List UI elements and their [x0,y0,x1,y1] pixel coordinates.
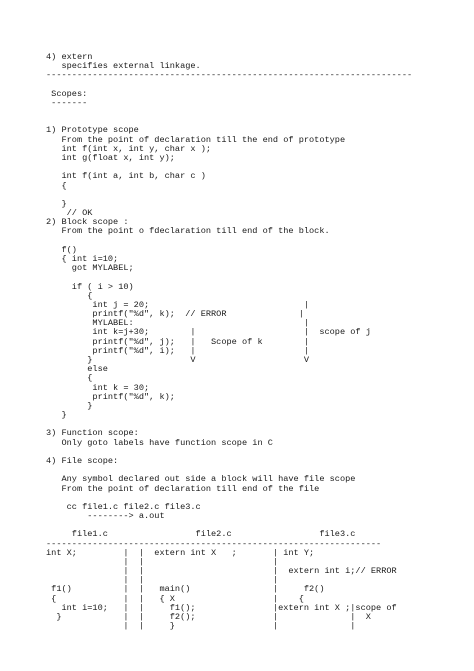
code-line: specifies external linkage. [46,61,201,72]
code-line: MYLABEL: | [46,318,310,329]
code-line: | | | [46,575,279,586]
code-line: | | | [46,556,279,567]
code-line: From the point of declaration till end of the file [46,483,320,494]
code-line: { [46,373,93,384]
code-line: ------- [46,97,88,108]
code-line: --------> a.out [46,511,165,521]
code-line: } [46,410,67,420]
code-line: 2) Block scope : [46,217,129,228]
code-line: From the point o fdeclaration till end of the block. [46,226,330,237]
code-line: 4) File scope: [46,455,119,466]
code-line: f1() | | main() | f2() [46,584,325,595]
code-line: int k=j+30; | | scope of j [46,327,371,338]
code-line: printf("%d", k); // ERROR | [46,309,304,319]
code-line: cc file1.c file2.c file3.c [46,501,201,512]
code-line: Any symbol declared out side a block will have file scope [46,474,356,485]
code-line: got MYLABEL; [46,263,134,274]
code-line: } [46,400,93,411]
code-line: } V V [46,354,310,365]
code-line: | | } | | [46,621,356,632]
code-line: { int i=10; [46,254,119,264]
code-line: } | | f2(); | | X [46,612,371,622]
code-line: int i=10; | | f1(); |extern int X ;|scope of [46,602,397,613]
code-line: 3) Function scope: [46,428,139,439]
code-line: | | | extern int i;// ERROR [46,566,397,577]
code-line: f() [46,244,77,255]
code-line: 4) extern [46,52,93,62]
code-line: printf("%d", i); | | [46,345,310,356]
code-line: { | | { X | { [46,593,304,604]
code-line: { [46,180,67,191]
code-line: int f(int x, int y, char x ); [46,143,212,154]
code-line: printf("%d", k); [46,391,175,402]
code-line: int f(int a, int b, char c ) [46,171,206,182]
code-line: int j = 20; | [46,299,310,310]
code-line: { [46,290,93,301]
code-line: Only goto labels have function scope in C [46,437,273,448]
code-line: // OK [46,208,93,219]
code-line: int X; | | extern int X ; | int Y; [46,547,315,558]
code-line: int k = 30; [46,382,150,393]
code-line: Scopes: [46,88,88,99]
code-line: printf("%d", j); | Scope of k | [46,336,310,347]
code-line: ----------------------------------------------------------------------- [46,70,413,81]
code-line: if ( i > 10) [46,281,134,292]
code-line: int g(float x, int y); [46,153,175,163]
code-line: } [46,198,67,209]
code-line: file1.c file2.c file3.c [46,529,356,540]
code-line: From the point of declaration till the end of prototype [46,134,346,145]
code-line: ----------------------------------------------------------------- [46,538,382,549]
code-line: 1) Prototype scope [46,125,139,136]
code-line: else [46,364,108,375]
